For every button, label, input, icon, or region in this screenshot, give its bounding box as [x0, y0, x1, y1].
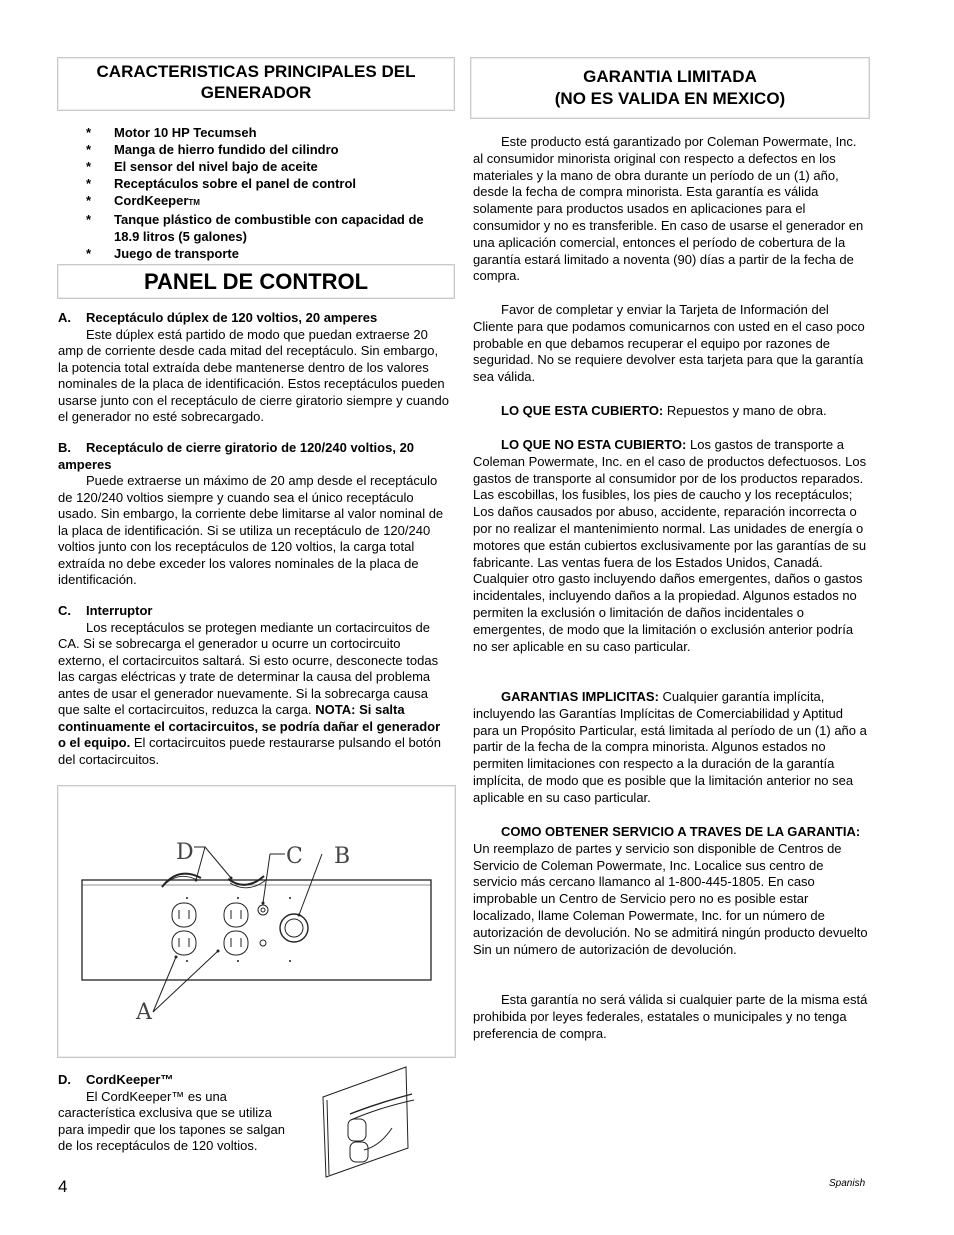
section-c-heading: Interruptor	[86, 603, 153, 618]
diagram-label-a: A	[136, 1000, 152, 1025]
warranty-p5: GARANTIAS IMPLICITAS: Cualquier garantía implícita, incluyendo las Garantías Implícitas de Comerciabilidad y Aptitud para un Propósito Particular, está limitada al período de un (1) año a partir de la fecha de la compra minorista. Algunos estados no permiten limitaciones con respecto a la duración de la garantía implícita, de modo que es posible que la limitación anterior no sea aplicable en su caso particular.	[473, 689, 867, 805]
diagram-label-c: C	[286, 844, 303, 869]
features-title-box	[57, 57, 455, 111]
diagram-label-d: D	[176, 840, 194, 865]
section-c-tail: El cortacircuitos puede restaurarse pulsando el botón del cortacircuitos.	[58, 735, 441, 767]
section-c-body: Los receptáculos se protegen mediante un cortacircuitos de CA. Si se sobrecarga el generador u ocurre un cortocircuito externo, el cortacircuitos saltará. Si esto ocurre, desconecte todas las cargas eléctricas y trate de determinar la causa del problema antes de usar el generador nuevamente. Si la sobrecarga causa que salte el cortacircuitos, reduzca la carga.	[58, 619, 439, 717]
warranty-p6: COMO OBTENER SERVICIO A TRAVES DE LA GARANTIA: Un reemplazo de partes y servicio son disponible de Centros de Servicio de Coleman Powermate, Inc. Localice sus centro de servicio más cercano llamanco al 1-800-445-1805. En caso improbable un Centro de Servicio pero no es posible estar localizado, llame Coleman Powermate, Inc. for un número de autorización de devolución. No se admitirá ningún producto devuelto Sin un número de autorización de devolución.	[473, 824, 868, 957]
list-item: * Tanque plástico de combustible con capacidad de 18.9 litros (5 galones)	[86, 212, 424, 244]
features-list	[86, 124, 446, 262]
cordkeeper-illustration	[320, 1064, 420, 1179]
warranty-p3: LO QUE ESTA CUBIERTO: Repuestos y mano de obra.	[501, 403, 827, 418]
warranty-title-box	[470, 57, 870, 119]
section-b-heading: Receptáculo de cierre giratorio de 120/240 voltios, 20 amperes	[58, 440, 415, 472]
list-item: * Motor 10 HP Tecumseh	[86, 125, 257, 140]
section-d-heading: CordKeeper™	[86, 1072, 174, 1087]
section-b: B. Receptáculo de cierre giratorio de 120/240 voltios, 20 amperes Puede extraerse un máximo de 20 amp desde el receptáculo de 120/240 voltios siempre y cuando sea el único receptáculo usado. Sin embargo, la corriente debe limitarse al valor nominal de la placa de identificación. Si se utiliza un receptáculo de 120/240 voltios junto con los receptáculos de 120 voltios, la carga total extraída no debe exceder los valores nominales de la placa de identificación.	[58, 440, 450, 589]
list-item: * CordKeeperTM	[86, 193, 200, 208]
features-title: CARACTERISTICAS PRINCIPALES DEL GENERADOR	[96, 62, 416, 102]
section-d-body: El CordKeeper™ es una característica exclusiva que se utiliza para impedir que los tapones se salgan de los receptáculos de 120 voltios.	[58, 1088, 285, 1153]
section-a: A. Receptáculo dúplex de 120 voltios, 20 amperes Este dúplex está partido de modo que puedan extraerse 20 amp de corriente desde cada mitad del receptáculo. Sin embargo, la potencia total extraída debe mantenerse dentro de los valores nominales de la placa de identificación. Estos receptáculos pueden usarse junto con el receptáculo de cierre giratorio siempre y cuando el generador no esté sobrecargado.	[58, 310, 449, 424]
trademark-mark: TM	[188, 198, 200, 207]
panel-title-box	[57, 264, 455, 299]
section-c: C. Interruptor Los receptáculos se protegen mediante un cortacircuitos de CA. Si se sobrecarga el generador u ocurre un cortocircuito externo, el cortacircuitos saltará. Si esto ocurre, desconecte todas las cargas eléctricas y trate de determinar la causa del problema antes de usar el generador nuevamente. Si la sobrecarga causa que salte el cortacircuitos, reduzca la carga. NOTA: Si salta continuamente el cortacircuitos, se podría dañar el generador o el equipo. El cortacircuitos puede restaurarse pulsando el botón del cortacircuitos.	[58, 603, 441, 767]
section-d: D. CordKeeper™ El CordKeeper™ es una característica exclusiva que se utiliza para impedir que los tapones se salgan de los receptáculos de 120 voltios.	[58, 1072, 294, 1155]
warranty-title: GARANTIA LIMITADA (NO ES VALIDA EN MEXICO)	[554, 67, 786, 108]
page-number: 4	[58, 1177, 68, 1196]
language-label: Spanish	[829, 1178, 866, 1189]
warranty-p4: LO QUE NO ESTA CUBIERTO: Los gastos de transporte a Coleman Powermate, Inc. en el caso de productos defectuosos. Los gastos de transporte al consumidor por de los productos reparados. Las escobillas, los fusibles, los pies de caucho y los receptáculos; Los daños causados por abuso, accidente, reparación incorrecta o por no realizar el mantenimiento normal. Las unidades de energía o motores que están cubiertos exclusivamente por las garantías de su fabricante. Las ventas fuera de los Estados Unidos, Canadá. Cualquier otro gasto incluyendo daños emergentes, daños o gastos incidentales, incluyendo daños a la propiedad. Algunos estados no permiten la exclusión o limitación de daños incidentales o emergentes, de modo que la limitación o exclusión anterior podría no ser aplicable en su caso particular.	[473, 437, 867, 654]
control-panel-diagram-box	[57, 785, 456, 1058]
warranty-p2: Favor de completar y enviar la Tarjeta de Información del Cliente para que podamos comunicarnos con usted en el caso poco probable en que debamos recuperar el equipo por razones de seguridad. No se requiere devolver esta tarjeta para que la garantía sea válida.	[473, 302, 865, 385]
section-a-body: Este dúplex está partido de modo que puedan extraerse 20 amp de corriente desde cada mitad del receptáculo. Sin embargo, la potencia total extraída debe mantenerse dentro de los valores nominales de la placa de identificación. Estos receptáculos pueden usarse junto con el receptáculo de cierre giratorio siempre y cuando el generador no esté sobrecargado.	[58, 326, 449, 424]
section-b-body: Puede extraerse un máximo de 20 amp desde el receptáculo de 120/240 voltios siempre y cuando sea el único receptáculo usado. Sin embargo, la corriente debe limitarse al valor nominal de la placa de identificación. Si se utiliza un receptáculo de 120/240 voltios junto con los receptáculos de 120 voltios, la carga total extraída no debe exceder los valores nominales de la placa de identificación.	[58, 473, 444, 587]
control-panel-diagram	[58, 786, 455, 1057]
warranty-p1: Este producto está garantizado por Coleman Powermate, Inc. al consumidor minorista original con respecto a defectos en los materiales y la mano de obra durante un período de un (1) año, desde la fecha de compra minorista. Esta garantía es válida solamente para productos usados en aplicaciones para el consumidor y no es transferible. En caso de usarse el generador en una aplicación comercial, entonces el período de cobertura de la garantía estará limitado a noventa (90) días a partir de la fecha de compra.	[473, 134, 864, 284]
list-item: * Receptáculos sobre el panel de control	[86, 176, 357, 191]
section-a-heading: Receptáculo dúplex de 120 voltios, 20 amperes	[86, 310, 378, 325]
panel-title: PANEL DE CONTROL	[144, 269, 369, 294]
list-item: * El sensor del nivel bajo de aceite	[86, 159, 318, 174]
diagram-label-b: B	[334, 844, 351, 869]
warranty-p7: Esta garantía no será válida si cualquier parte de la misma está prohibida por leyes federales, estatales o municipales y no tenga preferencia de compra.	[473, 992, 868, 1041]
list-item: * Juego de transporte	[86, 246, 239, 261]
section-c-note: NOTA: Si salta continuamente el cortacircuitos, se podría dañar el generador o el equipo.	[58, 702, 441, 750]
list-item: * Manga de hierro fundido del cilindro	[86, 142, 339, 157]
